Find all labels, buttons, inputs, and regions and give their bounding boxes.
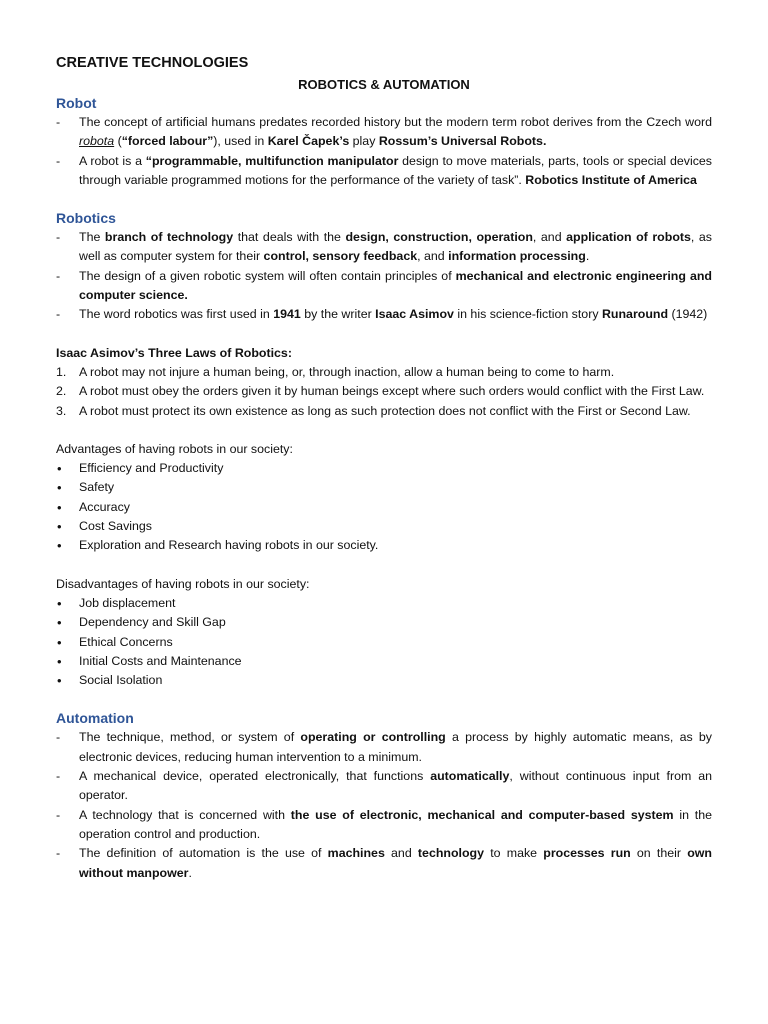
text-run: . (188, 865, 192, 880)
dash-marker: - (56, 153, 61, 168)
text-run-bold: the use of electronic, mechanical and computer-based system (290, 807, 674, 822)
bullet-text: Social Isolation (79, 673, 163, 688)
text-run-bold: information processing (448, 249, 586, 264)
list-item (56, 806, 712, 845)
text-run: in the operation control and production. (79, 807, 712, 841)
bullet-text: Dependency and Skill Gap (79, 615, 226, 630)
disadvantages-heading: Disadvantages of having robots in our society: (56, 576, 310, 591)
dash-marker: - (56, 846, 61, 861)
text-run: a process by highly automatic means, as by electronic devices, reducing human intervention to a minimum. (79, 730, 712, 764)
bullet-item (56, 517, 712, 536)
bullet-item (56, 478, 712, 497)
text-run: The concept of artificial humans predates recorded history but the modern term robot derives from the Czech word (79, 115, 712, 129)
text-run: A technology that is concerned with (79, 807, 291, 822)
list-item (56, 152, 712, 191)
bullet-item (56, 652, 712, 671)
number-marker: 1. (56, 364, 67, 379)
text-run-bold: machines (327, 846, 385, 861)
text-run: The definition of automation is the use of (79, 846, 328, 861)
text-run-bold: application of robots (566, 230, 691, 245)
bullet-item (56, 671, 712, 690)
bullet-item (56, 459, 712, 478)
numbered-item (56, 363, 712, 382)
text-run: and (384, 846, 418, 861)
text-run-bold: Runaround (601, 307, 669, 322)
dash-marker: - (56, 268, 61, 283)
dash-marker: - (56, 730, 61, 745)
text-run: on their (630, 846, 688, 861)
text-run: by the writer (300, 307, 376, 322)
text-run: (1942) (668, 307, 708, 322)
text-run-bold: control, sensory feedback (263, 249, 418, 264)
list-item (56, 267, 712, 306)
list-item (56, 113, 712, 152)
law-text: A robot must protect its own existence as long as such protection does not conflict with the First or Second Law. (79, 403, 691, 418)
text-run: , and (532, 230, 567, 245)
spacer (56, 556, 712, 575)
text-run: play (349, 134, 379, 149)
list-item (56, 305, 712, 324)
bullet-icon: • (57, 634, 62, 650)
text-run-bold: “programmable, multifunction manipulator (145, 153, 399, 168)
text-run: The word robotics was first used in (79, 307, 274, 322)
text-run-bold: Rossum’s Universal Robots. (378, 134, 547, 149)
bullet-icon: • (57, 595, 62, 611)
bullet-icon: • (57, 519, 62, 535)
text-run-bold: automatically (430, 769, 510, 784)
bullet-item (56, 633, 712, 652)
bullet-text: Job displacement (79, 595, 176, 610)
text-run: in his science-fiction story (453, 307, 602, 322)
bullet-icon: • (57, 499, 62, 515)
text-run-bold: Karel Čapek’s (267, 134, 350, 149)
text-run-bold: technology (417, 846, 485, 861)
dash-marker: - (56, 115, 61, 129)
dash-marker: - (56, 307, 61, 322)
bullet-icon: • (57, 673, 62, 689)
bullet-text: Initial Costs and Maintenance (79, 653, 242, 668)
dash-marker: - (56, 807, 61, 822)
text-run: A mechanical device, operated electronically, that functions (79, 769, 431, 784)
spacer (56, 421, 712, 440)
bullet-icon: • (57, 461, 62, 477)
numbered-item (56, 382, 712, 401)
advantages-heading: Advantages of having robots in our society: (56, 441, 293, 456)
document-page (56, 54, 712, 883)
text-run-bold: mechanical and electronic engineering and computer science. (79, 268, 712, 303)
bullet-icon: • (57, 615, 62, 631)
section-heading-robotics: Robotics (56, 210, 116, 227)
text-run-bold: processes run (543, 846, 631, 861)
spacer (56, 690, 712, 709)
text-run: ( (114, 134, 122, 149)
bullet-item (56, 613, 712, 632)
bullet-text: Ethical Concerns (79, 634, 173, 649)
bullet-text: Cost Savings (79, 519, 153, 534)
bullet-icon: • (57, 538, 62, 554)
text-run: The technique, method, or system of (79, 730, 301, 745)
bullet-icon: • (57, 653, 62, 669)
dash-marker: - (56, 230, 61, 245)
laws-heading-text: Isaac Asimov’s Three Laws of Robotics: (56, 345, 292, 360)
law-text: A robot must obey the orders given it by human beings except where such orders would conflict with the First Law. (79, 384, 705, 399)
bullet-item (56, 498, 712, 517)
text-run-bold: branch of technology (104, 230, 234, 245)
text-run: . (585, 249, 590, 264)
text-run: , without continuous input from an operator. (79, 769, 712, 803)
law-text: A robot may not injure a human being, or, through inaction, allow a human being to come to harm. (79, 364, 615, 379)
text-run-bold: 1941 (273, 307, 301, 322)
text-run: , and (417, 249, 449, 264)
section-heading-automation: Automation (56, 710, 134, 727)
spacer (56, 190, 712, 209)
text-run-bold: Isaac Asimov (375, 307, 454, 322)
text-run: A robot is a (79, 153, 146, 168)
number-marker: 2. (56, 384, 67, 399)
text-run: that deals with the (233, 230, 346, 245)
text-run: The (79, 230, 105, 245)
document-title: CREATIVE TECHNOLOGIES (56, 55, 249, 71)
numbered-item (56, 402, 712, 421)
bullet-text: Accuracy (79, 499, 130, 514)
bullet-item (56, 536, 712, 555)
list-item (56, 844, 712, 883)
text-run-bold: design, construction, operation (345, 230, 533, 245)
text-run-bold: Robotics Institute of America (525, 172, 697, 187)
document-subtitle: ROBOTICS & AUTOMATION (298, 77, 470, 92)
list-item (56, 228, 712, 267)
text-run: ), used in (213, 134, 268, 149)
bullet-item (56, 594, 712, 613)
bullet-text: Exploration and Research having robots in our society. (79, 538, 379, 553)
text-run-bold: “forced labour” (121, 134, 214, 149)
bullet-text: Safety (79, 480, 115, 495)
list-item (56, 767, 712, 806)
number-marker: 3. (56, 403, 67, 418)
text-run: , as well as computer system for their (79, 230, 712, 264)
spacer (56, 325, 712, 344)
section-heading-robot: Robot (56, 95, 97, 111)
list-item (56, 728, 712, 767)
dash-marker: - (56, 769, 61, 784)
text-run: The design of a given robotic system will often contain principles of (79, 268, 456, 283)
text-run: to make (484, 846, 544, 861)
laws-heading (56, 344, 712, 363)
text-run-bold: own without manpower (79, 846, 712, 880)
bullet-text: Efficiency and Productivity (79, 461, 224, 476)
text-run: design to move materials, parts, tools or special devices through variable programmed motions for the performance of the variety of task”. (79, 153, 712, 187)
bullet-icon: • (57, 480, 62, 496)
text-run-bold: operating or controlling (300, 730, 446, 745)
text-run-underlined: robota (79, 134, 115, 149)
